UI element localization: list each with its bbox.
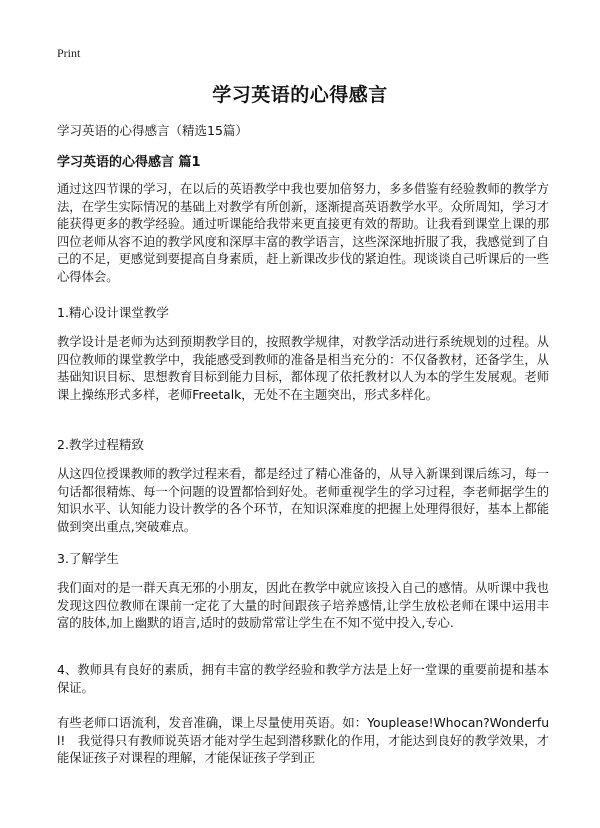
subheading-know-students: 3.了解学生 <box>57 551 119 566</box>
subheading-teaching-process: 2.教学过程精致 <box>57 437 144 452</box>
paragraph-teaching-process: 从这四位授课教师的教学过程来看，都是经过了精心准备的，从导入新课到课后练习，每一句话都很精炼、每一个问题的设置都恰到好处。老师重视学生的学习过程，李老师据学生的知识水平、认知能力设计教学的各个环节，在知识深难度的把握上处理得很好，基本上都能做到突出重点,突破难点。 <box>57 467 549 534</box>
paragraph-know-students: 我们面对的是一群天真无邪的小朋友，因此在教学中就应该投入自己的感情。从听课中我也发现这四位教师在课前一定花了大量的时间跟孩子培养感情,让学生放松老师在课中运用丰富的肢体,加上幽默的语言,适时的鼓励常常让学生在不知不觉中投入,专心. <box>57 581 549 631</box>
subtitle: 学习英语的心得感言（精选15篇） <box>57 123 248 138</box>
print-link[interactable]: Print <box>57 46 81 60</box>
subheading-course-design: 1.精心设计课堂教学 <box>57 305 169 320</box>
paragraph-teacher-quality: 4、教师具有良好的素质，拥有丰富的教学经验和教学方法是上好一堂课的重要前提和基本保证。 <box>57 663 549 695</box>
section-heading: 学习英语的心得感言 篇1 <box>57 155 201 170</box>
page-title: 学习英语的心得感言 <box>212 84 388 106</box>
paragraph-intro: 通过这四节课的学习，在以后的英语教学中我也要加倍努力，多多借鉴有经验教师的教学方法，在学生实际情况的基础上对教学有所创新，逐渐提高英语教学水平。众所周知，学习才能获得更多的教学经验。通过听课能给我带来更直接更有效的帮助。让我看到课堂上课的那四位老师从容不迫的教学风度和深厚丰富的教学语言，这些深深地折服了我，我感觉到了自己的不足，更感觉到要提高自身素质，赶上新课改步伐的紧迫性。现谈谈自己听课后的一些心得体会。 <box>57 182 549 284</box>
paragraph-spoken-english: 有些老师口语流利，发音准确，课上尽量使用英语。如：Youplease!Whocan?Wonderful! 我觉得只有教师说英语才能对学生起到潜移默化的作用，才能达到良好的教学效果，才能保证孩子对课程的理解，才能保证孩子学到正 <box>57 716 549 766</box>
paragraph-course-design: 教学设计是老师为达到预期教学目的，按照教学规律，对教学活动进行系统规划的过程。从四位教师的课堂教学中，我能感受到教师的准备是相当充分的：不仅备教材，还备学生，从基础知识目标、思想教育目标到能力目标，都体现了依托教材以人为本的学生发展观。老师课上操练形式多样，老师Freetalk，无处不在主题突出，形式多样化。 <box>57 335 549 402</box>
